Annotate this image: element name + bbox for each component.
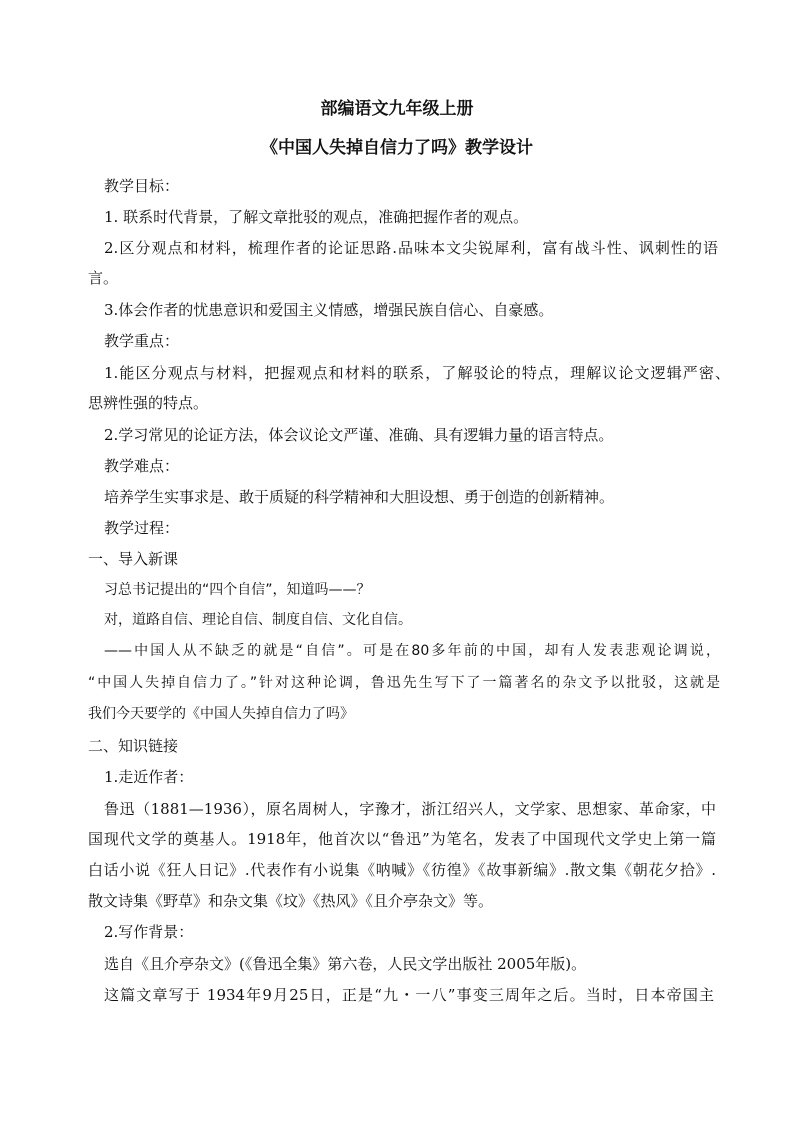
author-line-1: 鲁迅（1881—1936），原名周树人，字豫才，浙江绍兴人，文学家、思想家、革命家，中 <box>104 800 716 818</box>
author-line-4: 散文诗集《野草》和杂文集《坟》《热风》《且介亭杂文》等。 <box>88 892 494 910</box>
intro-line-4: “中国人失掉自信力了。”针对这种论调，鲁迅先生写下了一篇著名的杂文予以批驳，这就是 <box>88 675 720 691</box>
section-2-heading: 二、知识链接 <box>88 737 179 755</box>
document-title-line1: 部编语文九年级上册 <box>320 99 474 119</box>
author-heading: 1.走近作者： <box>104 768 194 786</box>
key-point-item-2: 2.学习常见的论证方法，体会议论文严谨、准确、具有逻辑力量的语言特点。 <box>104 426 614 444</box>
objective-item-2-line2: 言。 <box>88 269 119 287</box>
objective-item-3: 3.体会作者的忧患意识和爱国主义情感，增强民族自信心、自豪感。 <box>104 301 554 319</box>
background-heading: 2.写作背景： <box>104 923 194 941</box>
section-1-heading: 一、导入新课 <box>88 550 179 568</box>
intro-line-2: 对，道路自信、理论自信、制度自信、文化自信。 <box>104 612 412 628</box>
objective-item-1: 1. 联系时代背景，了解文章批驳的观点，准确把握作者的观点。 <box>104 208 529 226</box>
objectives-heading: 教学目标： <box>104 177 180 195</box>
difficulties-text: 培养学生实事求是、敢于质疑的科学精神和大胆设想、勇于创造的创新精神。 <box>104 488 615 506</box>
background-line-2: 这篇文章写于 1934年9月25日，正是“九・一八”事变三周年之后。当时，日本帝国主 <box>104 986 714 1004</box>
intro-line-5: 我们今天要学的《中国人失掉自信力了吗》 <box>88 706 354 722</box>
author-line-3: 白话小说《狂人日记》.代表作有小说集《呐喊》《彷徨》《故事新编》.散文集《朝花夕拾》. <box>88 861 716 879</box>
intro-line-3: ——中国人从不缺乏的就是“自信”。可是在80多年前的中国，却有人发表悲观论调说， <box>104 643 720 659</box>
key-point-item-1-line1: 1.能区分观点与材料，把握观点和材料的联系，了解驳论的特点，理解议论文逻辑严密、 <box>104 364 730 382</box>
process-heading: 教学过程： <box>104 519 180 537</box>
background-line-1: 选自《且介亭杂文》(《鲁迅全集》第六卷，人民文学出版社 2005年版)。 <box>104 955 587 973</box>
difficulties-heading: 教学难点： <box>104 457 180 475</box>
key-point-item-1-line2: 思辨性强的特点。 <box>88 394 209 412</box>
objective-item-2-line1: 2.区分观点和材料，梳理作者的论证思路.品味本文尖锐犀利，富有战斗性、讽刺性的语 <box>104 239 718 257</box>
key-points-heading: 教学重点： <box>104 332 180 350</box>
intro-line-1: 习总书记提出的“四个自信”，知道吗——？ <box>104 582 371 598</box>
document-title-line2: 《中国人失掉自信力了吗》教学设计 <box>261 138 533 158</box>
author-line-2: 国现代文学的奠基人。1918年，他首次以“鲁迅”为笔名，发表了中国现代文学史上第一篇 <box>88 830 716 848</box>
